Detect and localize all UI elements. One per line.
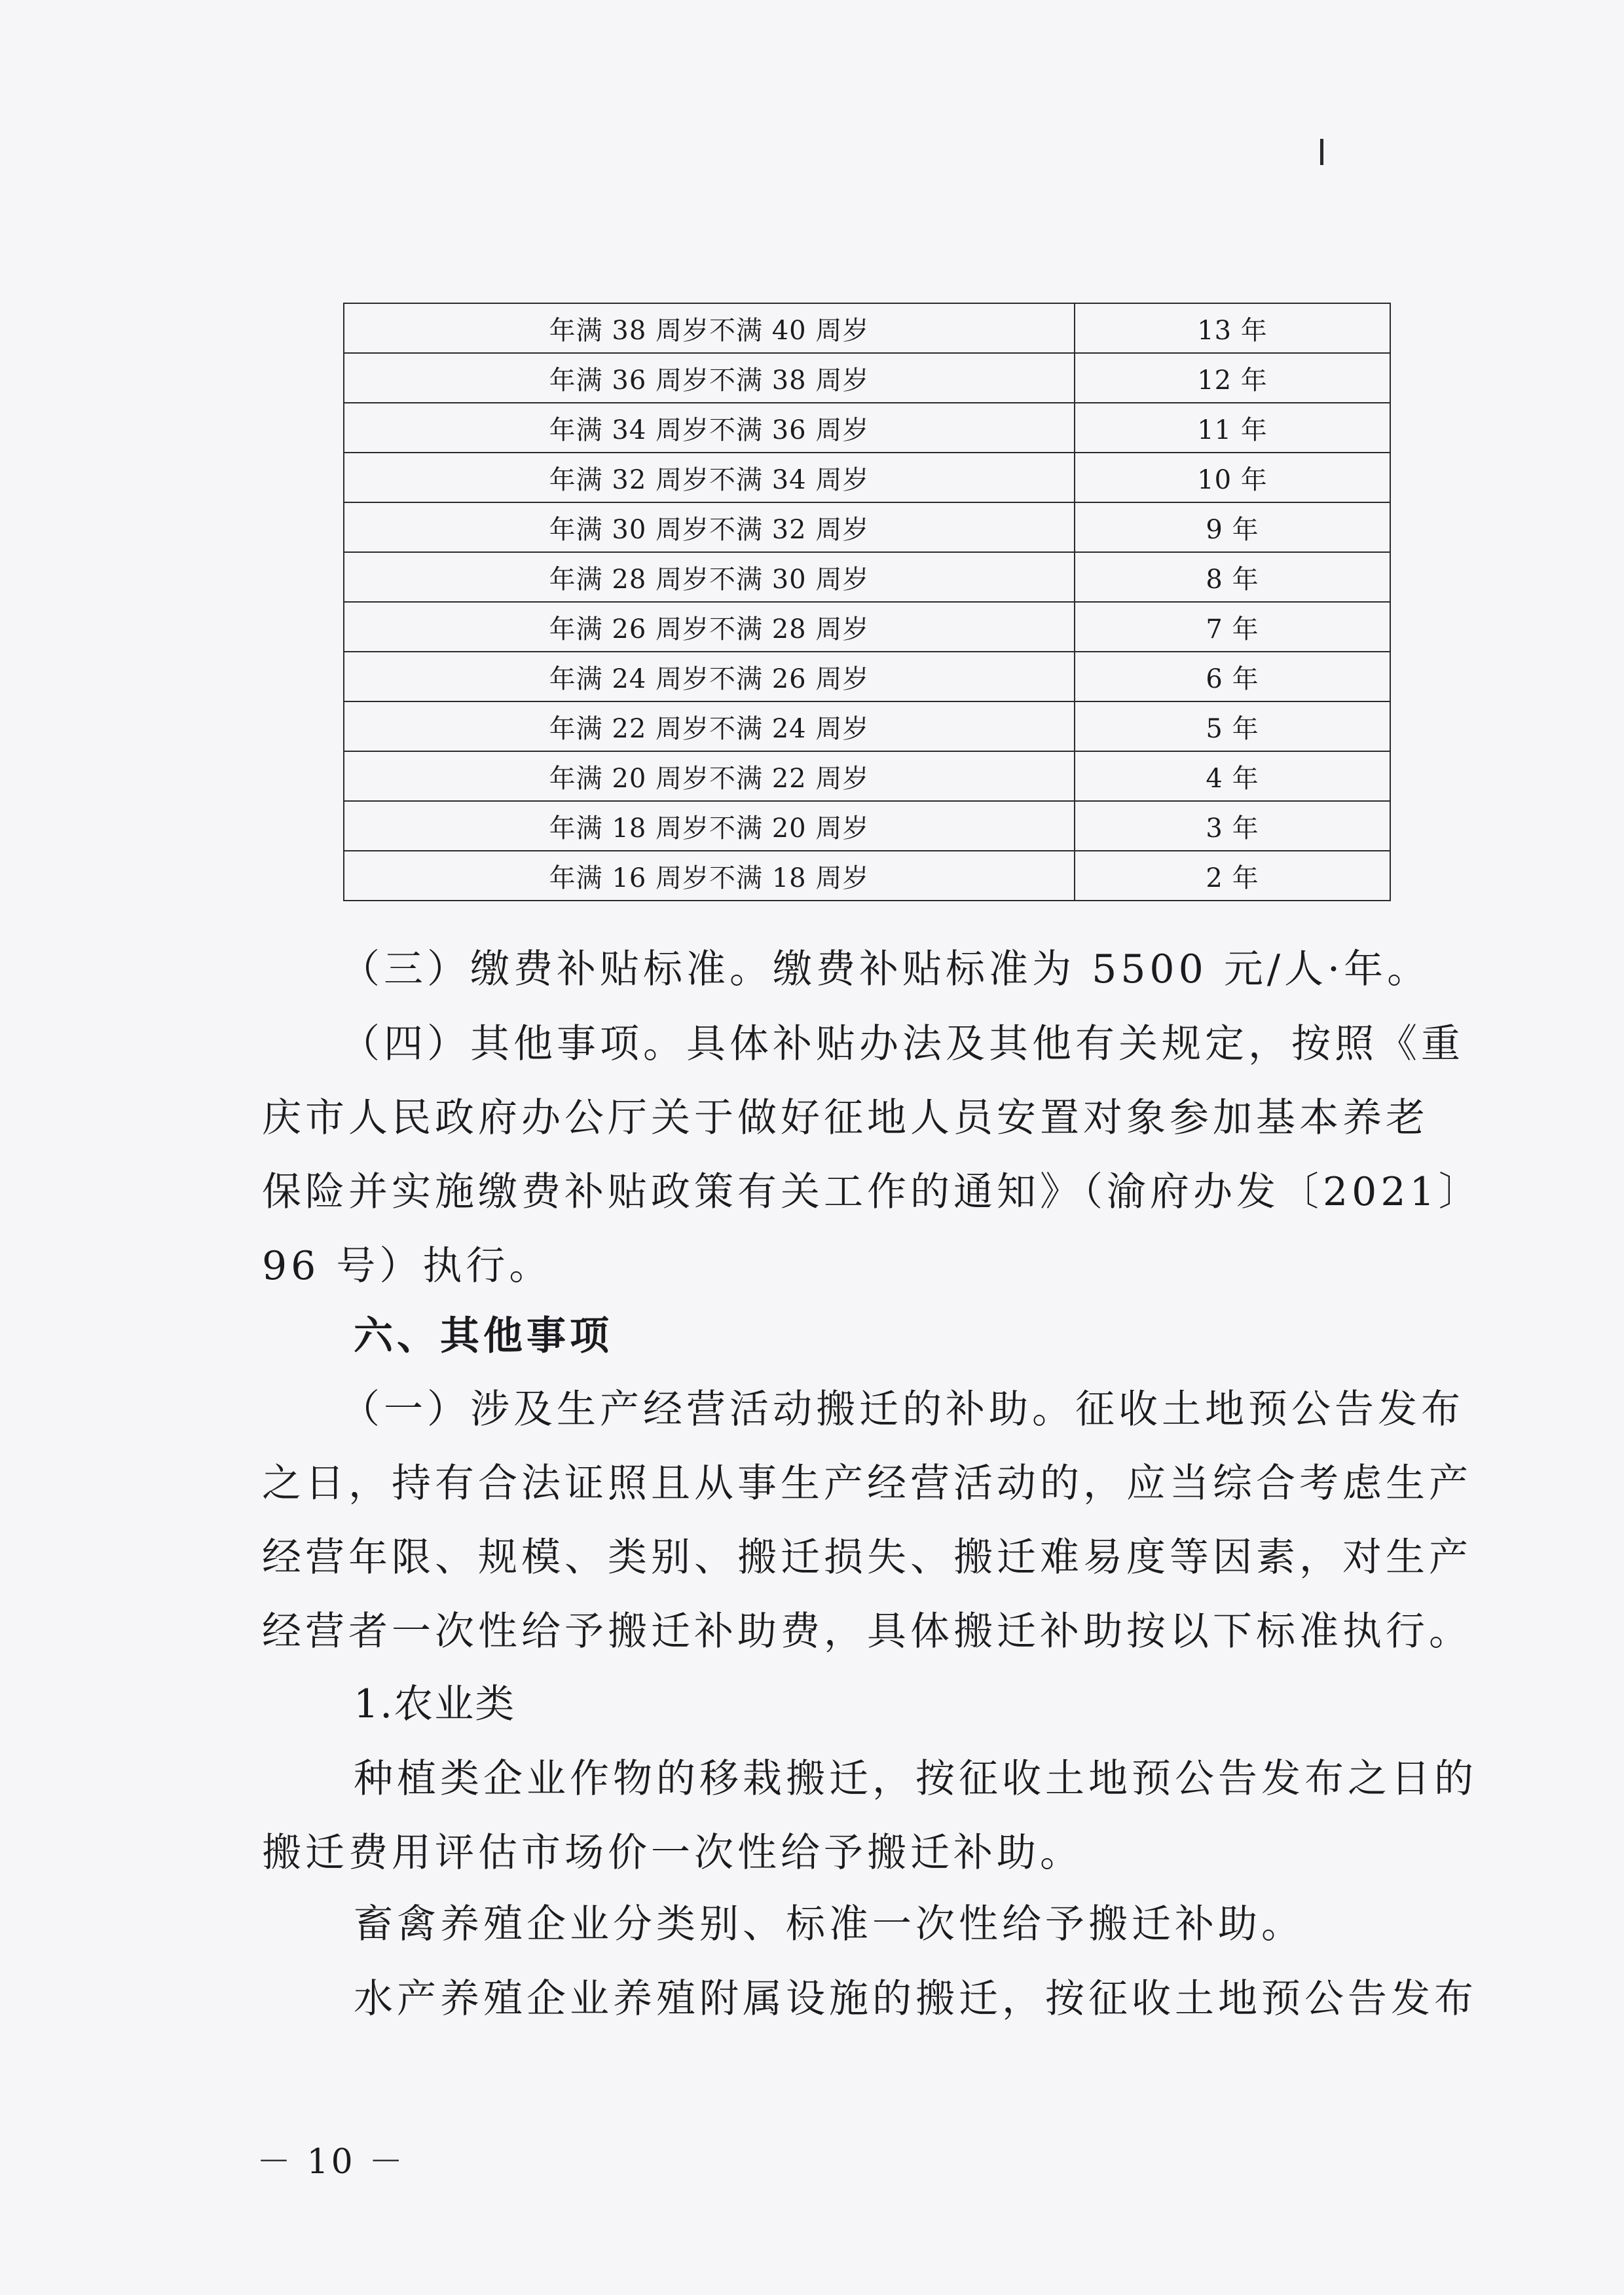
years-cell: 2 年 (1075, 851, 1390, 901)
years-cell: 3 年 (1075, 801, 1390, 851)
age-years-table (343, 303, 1391, 901)
years-cell: 12 年 (1075, 353, 1390, 403)
age-range-cell: 年满 36 周岁不满 38 周岁 (344, 353, 1075, 403)
subheading-agriculture: 1.农业类 (354, 1681, 516, 1727)
paragraph-line: 庆市人民政府办公厅关于做好征地人员安置对象参加基本养老 (262, 1095, 1429, 1141)
table-row (344, 502, 1390, 552)
paragraph-lead: （三）缴费补贴标准。 (341, 946, 773, 992)
years-cell: 5 年 (1075, 701, 1390, 751)
paragraph-line: 之日，持有合法证照且从事生产经营活动的，应当综合考虑生产 (262, 1461, 1472, 1506)
age-range-cell: 年满 24 周岁不满 26 周岁 (344, 652, 1075, 701)
years-cell: 10 年 (1075, 453, 1390, 502)
scan-mark (1320, 139, 1323, 165)
section-heading: 六、其他事项 (354, 1313, 613, 1359)
page-number: － 10 － (257, 2142, 406, 2182)
paragraph-other-matters (262, 1007, 1482, 1303)
table-row (344, 403, 1390, 453)
age-range-cell: 年满 18 周岁不满 20 周岁 (344, 801, 1075, 851)
years-cell: 8 年 (1075, 552, 1390, 602)
paragraph-text: 缴费补贴标准为 5500 元/人·年。 (773, 946, 1431, 992)
age-range-cell: 年满 28 周岁不满 30 周岁 (344, 552, 1075, 602)
paragraph-line: 保险并实施缴费补贴政策有关工作的通知》（渝府办发〔2021〕 (262, 1169, 1482, 1215)
table-row (344, 751, 1390, 801)
age-range-cell: 年满 20 周岁不满 22 周岁 (344, 751, 1075, 801)
age-range-cell: 年满 16 周岁不满 18 周岁 (344, 851, 1075, 901)
table-row (344, 801, 1390, 851)
paragraph-line: 96 号）执行。 (262, 1243, 553, 1289)
years-cell: 11 年 (1075, 403, 1390, 453)
paragraph-lead: （一）涉及生产经营活动搬迁的补助。 (341, 1387, 1075, 1432)
age-range-cell: 年满 38 周岁不满 40 周岁 (344, 303, 1075, 353)
table-body (344, 303, 1390, 901)
years-cell: 13 年 (1075, 303, 1390, 353)
paragraph-line: 征收土地预公告发布 (1075, 1387, 1464, 1432)
table-row (344, 602, 1390, 652)
age-range-cell: 年满 26 周岁不满 28 周岁 (344, 602, 1075, 652)
table-row (344, 552, 1390, 602)
table-row (344, 701, 1390, 751)
paragraph-planting (262, 1742, 1477, 1890)
paragraph-payment-subsidy (262, 933, 1467, 1007)
age-range-cell: 年满 22 周岁不满 24 周岁 (344, 701, 1075, 751)
paragraph-livestock: 畜禽养殖企业分类别、标准一次性给予搬迁补助。 (354, 1901, 1304, 1947)
years-cell: 4 年 (1075, 751, 1390, 801)
table-row (344, 652, 1390, 701)
paragraph-aquaculture: 水产养殖企业养殖附属设施的搬迁，按征收土地预公告发布 (354, 1976, 1477, 2022)
table-row (344, 453, 1390, 502)
table-row (344, 851, 1390, 901)
age-range-cell: 年满 32 周岁不满 34 周岁 (344, 453, 1075, 502)
paragraph-line: 具体补贴办法及其他有关规定，按照《重 (686, 1021, 1464, 1067)
paragraph-line: 搬迁费用评估市场价一次性给予搬迁补助。 (262, 1830, 1083, 1876)
age-range-cell: 年满 34 周岁不满 36 周岁 (344, 403, 1075, 453)
paragraph-line: 经营者一次性给予搬迁补助费，具体搬迁补助按以下标准执行。 (262, 1609, 1472, 1654)
table-row (344, 353, 1390, 403)
paragraph-lead: （四）其他事项。 (341, 1021, 686, 1067)
years-cell: 9 年 (1075, 502, 1390, 552)
table-row (344, 303, 1390, 353)
years-cell: 6 年 (1075, 652, 1390, 701)
age-range-cell: 年满 30 周岁不满 32 周岁 (344, 502, 1075, 552)
paragraph-line: 种植类企业作物的移栽搬迁，按征收土地预公告发布之日的 (354, 1756, 1477, 1802)
years-cell: 7 年 (1075, 602, 1390, 652)
paragraph-line: 经营年限、规模、类别、搬迁损失、搬迁难易度等因素，对生产 (262, 1535, 1472, 1580)
paragraph-relocation-subsidy (262, 1373, 1472, 1669)
